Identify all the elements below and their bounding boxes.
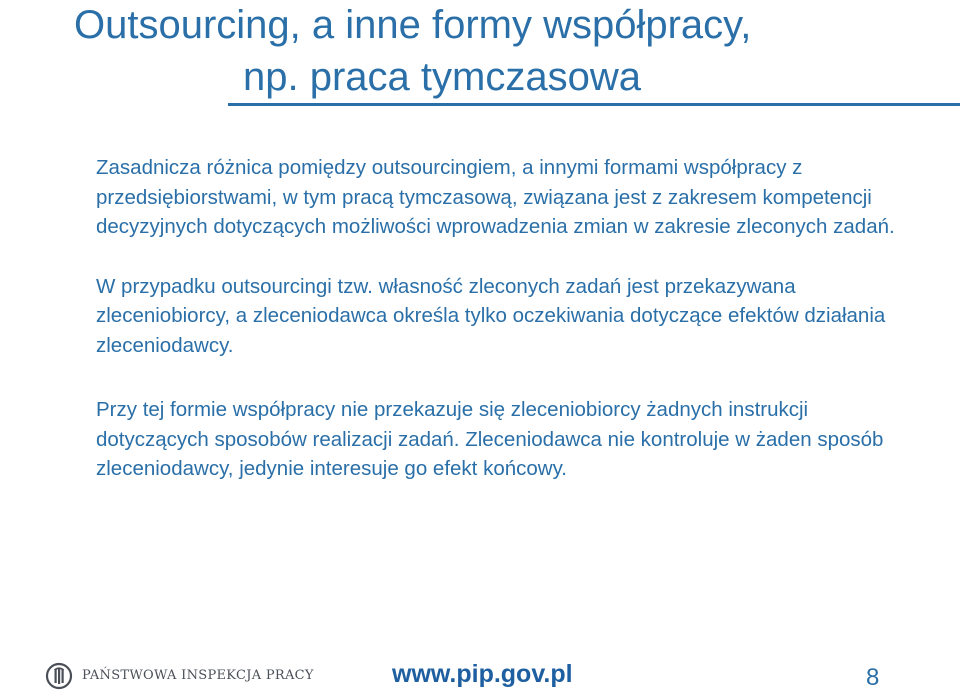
paragraph-3: Przy tej formie współpracy nie przekazuje się zleceniobiorcy żadnych instrukcji dotyczących sposobów realizacji zadań. Zleceniodawca nie kontroluje w żaden sposób zleceniodawcy, jedynie interesuje go efekt końcowy. (96, 398, 884, 480)
slide-body (96, 153, 916, 514)
paragraph-2: W przypadku outsourcingi tzw. własność zleconych zadań jest przekazywana zleceniobiorcy, a zleceniodawca określa tylko oczekiwania dotyczące efektów działania zleceniodawcy. (96, 274, 886, 357)
slide-footer (0, 640, 960, 692)
website-link[interactable]: www.pip.gov.pl (392, 660, 573, 688)
slide-title-line-1: Outsourcing, a inne formy współpracy, (74, 3, 752, 47)
slide-title-line-2: np. praca tymczasowa (243, 55, 641, 99)
title-underline (228, 103, 960, 106)
pip-emblem-icon (45, 662, 73, 690)
paragraph-1: Zasadnicza różnica pomiędzy outsourcingiem, a innymi formami współpracy z przedsiębiorstwami, w tym pracą tymczasową, związana jest z zakresem kompetencji decyzyjnych dotyczących możliwości wprowadzenia zmian w zakresie zleconych zadań. (96, 156, 895, 238)
organization-name: PAŃSTWOWA INSPEKCJA PRACY (82, 668, 314, 683)
slide-number: 8 (866, 664, 880, 691)
